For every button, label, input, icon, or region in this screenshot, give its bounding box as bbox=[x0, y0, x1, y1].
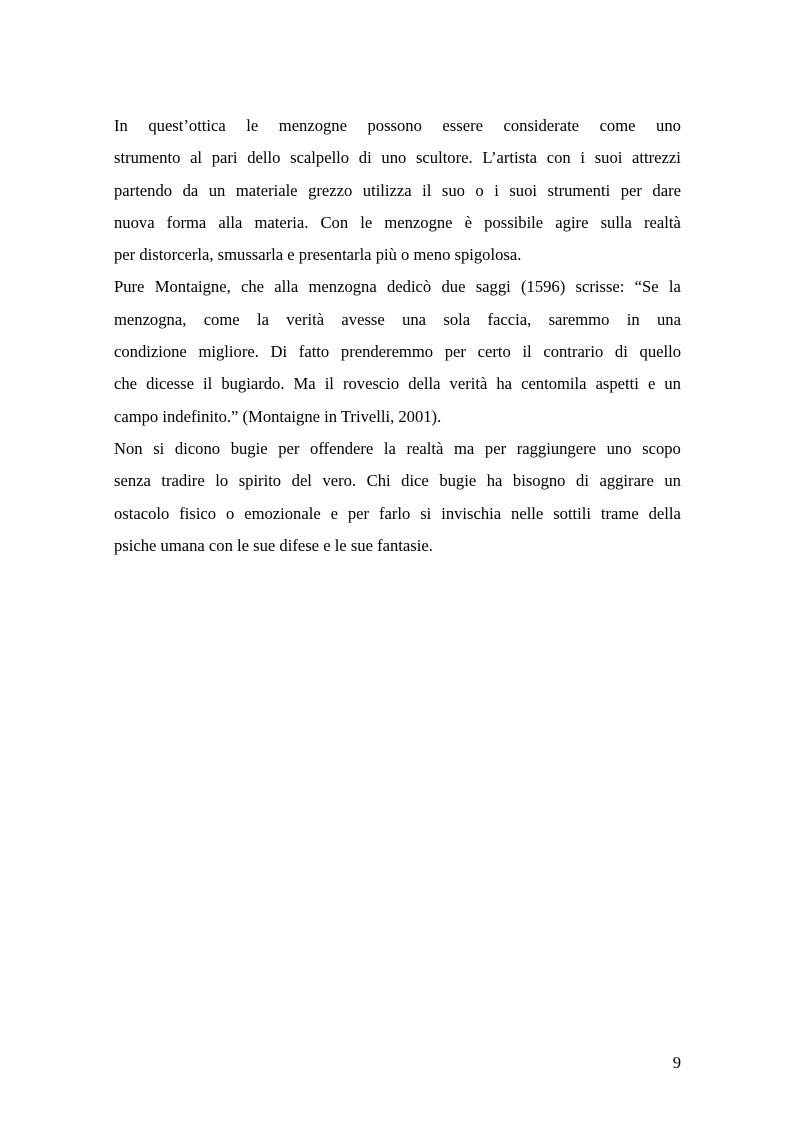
text-line: che dicesse il bugiardo. Ma il rovescio della verità ha centomila aspetti e un bbox=[114, 374, 681, 394]
text-line: per distorcerla, smussarla e presentarla più o meno spigolosa. bbox=[114, 245, 522, 265]
text-line: ostacolo fisico o emozionale e per farlo si invischia nelle sottili trame della bbox=[114, 503, 681, 523]
text-line: senza tradire lo spirito del vero. Chi dice bugie ha bisogno di aggirare un bbox=[114, 471, 681, 491]
text-line: nuova forma alla materia. Con le menzogne è possibile agire sulla realtà bbox=[114, 212, 681, 232]
paragraph bbox=[114, 110, 681, 271]
text-line: strumento al pari dello scalpello di uno scultore. L’artista con i suoi attrezzi bbox=[114, 148, 681, 168]
paragraph bbox=[114, 433, 681, 562]
text-line: campo indefinito.” (Montaigne in Trivelli, 2001). bbox=[114, 406, 442, 426]
page-number: 9 bbox=[672, 1053, 681, 1072]
text-line: psiche umana con le sue difese e le sue fantasie. bbox=[114, 535, 433, 555]
paragraph bbox=[114, 271, 681, 432]
text-line: menzogna, come la verità avesse una sola faccia, saremmo in una bbox=[114, 309, 681, 329]
text-line: partendo da un materiale grezzo utilizza il suo o i suoi strumenti per dare bbox=[114, 180, 681, 200]
text-line: In quest’ottica le menzogne possono essere considerate come uno bbox=[114, 116, 681, 135]
body-text bbox=[114, 110, 681, 562]
text-line: condizione migliore. Di fatto prenderemmo per certo il contrario di quello bbox=[114, 342, 681, 362]
text-line: Non si dicono bugie per offendere la realtà ma per raggiungere uno scopo bbox=[114, 438, 681, 458]
text-line: Pure Montaigne, che alla menzogna dedicò due saggi (1596) scrisse: “Se la bbox=[114, 277, 681, 297]
